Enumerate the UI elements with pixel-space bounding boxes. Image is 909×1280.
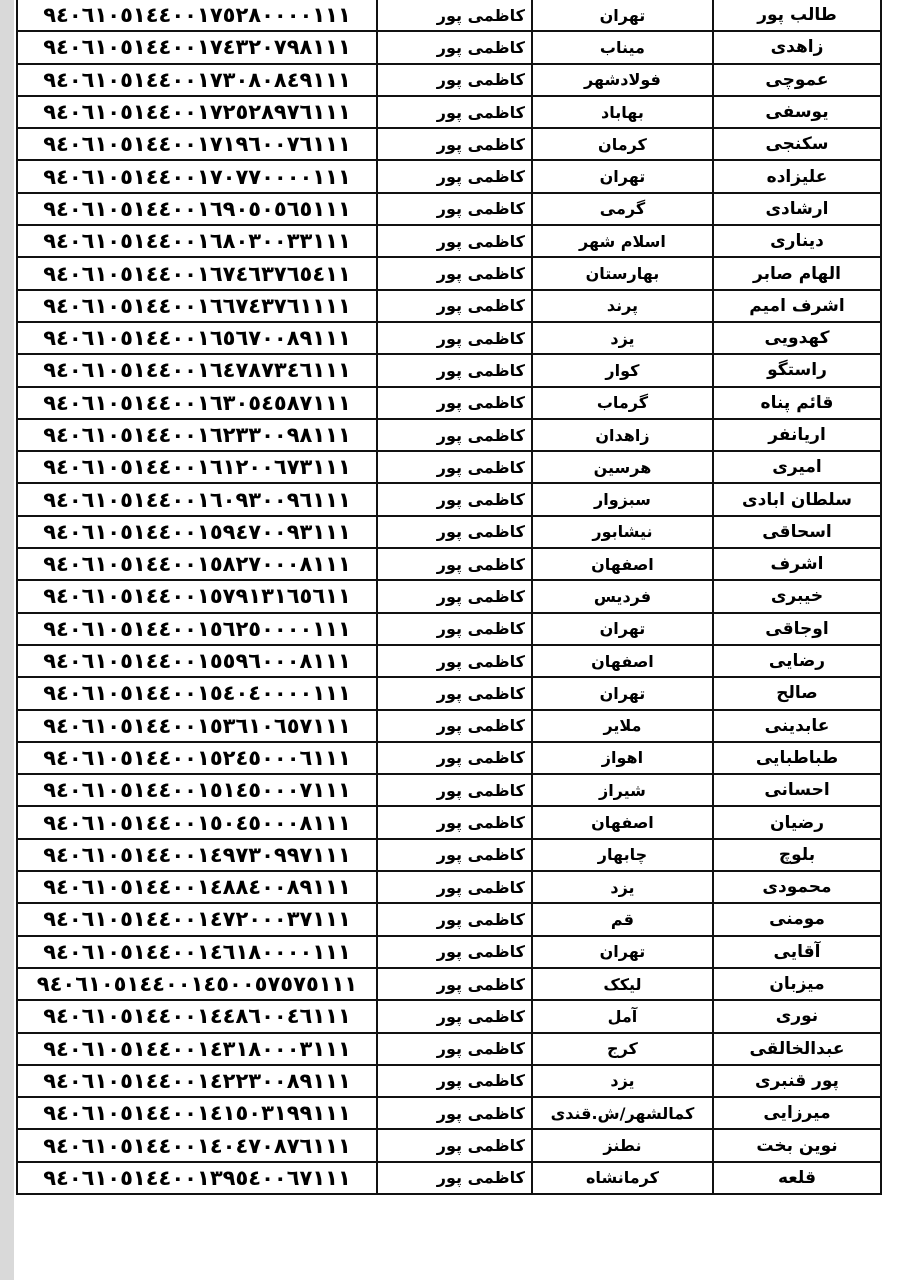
city-cell: سبزوار <box>532 483 713 515</box>
record-code-cell: ٩٤٠٦١٠٥١٤٤٠٠١٥٧٩١٣١٦٥٦١١ <box>17 580 377 612</box>
name-cell: کاظمی پور <box>377 806 532 838</box>
records-table <box>16 0 882 1195</box>
city-cell: تهران <box>532 936 713 968</box>
city-cell: اسلام شهر <box>532 225 713 257</box>
page-edge-strip <box>0 0 14 1280</box>
family-name-cell: رضایی <box>713 645 881 677</box>
table-row <box>17 354 881 386</box>
name-cell: کاظمی پور <box>377 936 532 968</box>
record-code-cell: ٩٤٠٦١٠٥١٤٤٠٠١٦٥٦٧٠٠٨٩١١١ <box>17 322 377 354</box>
record-code-cell: ٩٤٠٦١٠٥١٤٤٠٠١٧٥٢٨٠٠٠٠١١١ <box>17 0 377 31</box>
name-cell: کاظمی پور <box>377 742 532 774</box>
name-cell: کاظمی پور <box>377 677 532 709</box>
record-code-cell: ٩٤٠٦١٠٥١٤٤٠٠١٤٦١٨٠٠٠٠١١١ <box>17 936 377 968</box>
city-cell: تهران <box>532 677 713 709</box>
record-code-cell: ٩٤٠٦١٠٥١٤٤٠٠١٤١٥٠٣١٩٩١١١ <box>17 1097 377 1129</box>
record-code-cell: ٩٤٠٦١٠٥١٤٤٠٠١٦٣٠٥٤٥٨٧١١١ <box>17 387 377 419</box>
record-code-cell: ٩٤٠٦١٠٥١٤٤٠٠١٥٤٠٤٠٠٠٠١١١ <box>17 677 377 709</box>
family-name-cell: نوین بخت <box>713 1129 881 1161</box>
record-code-cell: ٩٤٠٦١٠٥١٤٤٠٠١٤٢٢٣٠٠٨٩١١١ <box>17 1065 377 1097</box>
name-cell: کاظمی پور <box>377 1065 532 1097</box>
family-name-cell: مومنی <box>713 903 881 935</box>
city-cell: کرج <box>532 1033 713 1065</box>
name-cell: کاظمی پور <box>377 193 532 225</box>
city-cell: چابهار <box>532 839 713 871</box>
family-name-cell: احسانی <box>713 774 881 806</box>
city-cell: گرماب <box>532 387 713 419</box>
family-name-cell: رضیان <box>713 806 881 838</box>
table-row <box>17 257 881 289</box>
family-name-cell: قائم پناه <box>713 387 881 419</box>
family-name-cell: ارشادی <box>713 193 881 225</box>
name-cell: کاظمی پور <box>377 839 532 871</box>
record-code-cell: ٩٤٠٦١٠٥١٤٤٠٠١٤٤٨٦٠٠٤٦١١١ <box>17 1000 377 1032</box>
city-cell: نطنز <box>532 1129 713 1161</box>
record-code-cell: ٩٤٠٦١٠٥١٤٤٠٠١٤٧٢٠٠٠٣٧١١١ <box>17 903 377 935</box>
record-code-cell: ٩٤٠٦١٠٥١٤٤٠٠١٧٢٥٢٨٩٧٦١١١ <box>17 96 377 128</box>
table-row <box>17 193 881 225</box>
table-row <box>17 742 881 774</box>
record-code-cell: ٩٤٠٦١٠٥١٤٤٠٠١٧١٩٦٠٠٧٦١١١ <box>17 128 377 160</box>
family-name-cell: الهام صابر <box>713 257 881 289</box>
table-row <box>17 968 881 1000</box>
table-row <box>17 580 881 612</box>
city-cell: قم <box>532 903 713 935</box>
table-row <box>17 225 881 257</box>
table-row <box>17 451 881 483</box>
city-cell: بهاباد <box>532 96 713 128</box>
table-row <box>17 31 881 63</box>
name-cell: کاظمی پور <box>377 871 532 903</box>
family-name-cell: اشرف امیم <box>713 290 881 322</box>
table-row <box>17 839 881 871</box>
family-name-cell: محمودی <box>713 871 881 903</box>
family-name-cell: امیری <box>713 451 881 483</box>
document-sheet <box>14 0 894 1268</box>
city-cell: تهران <box>532 160 713 192</box>
table-row <box>17 290 881 322</box>
name-cell: کاظمی پور <box>377 64 532 96</box>
name-cell: کاظمی پور <box>377 580 532 612</box>
record-code-cell: ٩٤٠٦١٠٥١٤٤٠٠١٥٢٤٥٠٠٠٦١١١ <box>17 742 377 774</box>
name-cell: کاظمی پور <box>377 322 532 354</box>
name-cell: کاظمی پور <box>377 1097 532 1129</box>
table-row <box>17 710 881 742</box>
name-cell: کاظمی پور <box>377 613 532 645</box>
name-cell: کاظمی پور <box>377 128 532 160</box>
city-cell: هرسین <box>532 451 713 483</box>
city-cell: یزد <box>532 322 713 354</box>
record-code-cell: ٩٤٠٦١٠٥١٤٤٠٠١٥٦٢٥٠٠٠٠١١١ <box>17 613 377 645</box>
record-code-cell: ٩٤٠٦١٠٥١٤٤٠٠١٧٤٣٢٠٧٩٨١١١ <box>17 31 377 63</box>
name-cell: کاظمی پور <box>377 160 532 192</box>
name-cell: کاظمی پور <box>377 774 532 806</box>
table-row <box>17 1033 881 1065</box>
table-row <box>17 677 881 709</box>
record-code-cell: ٩٤٠٦١٠٥١٤٤٠٠١٥٣٦١٠٦٥٧١١١ <box>17 710 377 742</box>
family-name-cell: اوجاقی <box>713 613 881 645</box>
name-cell: کاظمی پور <box>377 1033 532 1065</box>
family-name-cell: پور قنبری <box>713 1065 881 1097</box>
record-code-cell: ٩٤٠٦١٠٥١٤٤٠٠١٧٠٧٧٠٠٠٠١١١ <box>17 160 377 192</box>
family-name-cell: راستگو <box>713 354 881 386</box>
family-name-cell: زاهدی <box>713 31 881 63</box>
family-name-cell: نوری <box>713 1000 881 1032</box>
city-cell: اصفهان <box>532 645 713 677</box>
record-code-cell: ٩٤٠٦١٠٥١٤٤٠٠١٧٣٠٨٠٨٤٩١١١ <box>17 64 377 96</box>
name-cell: کاظمی پور <box>377 645 532 677</box>
table-row <box>17 387 881 419</box>
table-row <box>17 548 881 580</box>
name-cell: کاظمی پور <box>377 516 532 548</box>
table-row <box>17 1097 881 1129</box>
record-code-cell: ٩٤٠٦١٠٥١٤٤٠٠١٦٤٧٨٧٣٤٦١١١ <box>17 354 377 386</box>
city-cell: فولادشهر <box>532 64 713 96</box>
family-name-cell: اشرف <box>713 548 881 580</box>
table-row <box>17 322 881 354</box>
family-name-cell: سکنجی <box>713 128 881 160</box>
name-cell: کاظمی پور <box>377 96 532 128</box>
name-cell: کاظمی پور <box>377 419 532 451</box>
family-name-cell: خیبری <box>713 580 881 612</box>
family-name-cell: اسحاقی <box>713 516 881 548</box>
city-cell: شیراز <box>532 774 713 806</box>
family-name-cell: قلعه <box>713 1162 881 1194</box>
records-table-body <box>17 0 881 1194</box>
name-cell: کاظمی پور <box>377 451 532 483</box>
table-row <box>17 0 881 31</box>
record-code-cell: ٩٤٠٦١٠٥١٤٤٠٠١٣٩٥٤٠٠٦٧١١١ <box>17 1162 377 1194</box>
name-cell: کاظمی پور <box>377 387 532 419</box>
city-cell: نیشابور <box>532 516 713 548</box>
city-cell: اهواز <box>532 742 713 774</box>
family-name-cell: اریانفر <box>713 419 881 451</box>
city-cell: ملایر <box>532 710 713 742</box>
city-cell: زاهدان <box>532 419 713 451</box>
city-cell: کمالشهر/ش.قندی <box>532 1097 713 1129</box>
name-cell: کاظمی پور <box>377 1162 532 1194</box>
name-cell: کاظمی پور <box>377 903 532 935</box>
record-code-cell: ٩٤٠٦١٠٥١٤٤٠٠١٦٢٣٣٠٠٩٨١١١ <box>17 419 377 451</box>
name-cell: کاظمی پور <box>377 354 532 386</box>
table-row <box>17 96 881 128</box>
record-code-cell: ٩٤٠٦١٠٥١٤٤٠٠١٦٠٩٣٠٠٩٦١١١ <box>17 483 377 515</box>
family-name-cell: آقایی <box>713 936 881 968</box>
table-row <box>17 1000 881 1032</box>
record-code-cell: ٩٤٠٦١٠٥١٤٤٠٠١٤٥٠٠٥٧٥٧٥١١١ <box>17 968 377 1000</box>
table-row <box>17 903 881 935</box>
record-code-cell: ٩٤٠٦١٠٥١٤٤٠٠١٥٩٤٧٠٠٩٣١١١ <box>17 516 377 548</box>
city-cell: پرند <box>532 290 713 322</box>
table-row <box>17 774 881 806</box>
table-row <box>17 1065 881 1097</box>
name-cell: کاظمی پور <box>377 225 532 257</box>
record-code-cell: ٩٤٠٦١٠٥١٤٤٠٠١٤٠٤٧٠٨٧٦١١١ <box>17 1129 377 1161</box>
city-cell: اصفهان <box>532 806 713 838</box>
record-code-cell: ٩٤٠٦١٠٥١٤٤٠٠١٥٨٢٧٠٠٠٨١١١ <box>17 548 377 580</box>
name-cell: کاظمی پور <box>377 290 532 322</box>
table-row <box>17 871 881 903</box>
record-code-cell: ٩٤٠٦١٠٥١٤٤٠٠١٦٨٠٣٠٠٣٣١١١ <box>17 225 377 257</box>
city-cell: بهارستان <box>532 257 713 289</box>
record-code-cell: ٩٤٠٦١٠٥١٤٤٠٠١٥١٤٥٠٠٠٧١١١ <box>17 774 377 806</box>
city-cell: تهران <box>532 0 713 31</box>
name-cell: کاظمی پور <box>377 483 532 515</box>
record-code-cell: ٩٤٠٦١٠٥١٤٤٠٠١٥٠٤٥٠٠٠٨١١١ <box>17 806 377 838</box>
table-row <box>17 419 881 451</box>
table-row <box>17 645 881 677</box>
family-name-cell: طالب پور <box>713 0 881 31</box>
table-row <box>17 936 881 968</box>
family-name-cell: بلوچ <box>713 839 881 871</box>
name-cell: کاظمی پور <box>377 1129 532 1161</box>
city-cell: میناب <box>532 31 713 63</box>
record-code-cell: ٩٤٠٦١٠٥١٤٤٠٠١٤٩٧٣٠٩٩٧١١١ <box>17 839 377 871</box>
city-cell: تهران <box>532 613 713 645</box>
record-code-cell: ٩٤٠٦١٠٥١٤٤٠٠١٦٧٤٦٣٧٦٥٤١١ <box>17 257 377 289</box>
name-cell: کاظمی پور <box>377 31 532 63</box>
table-row <box>17 516 881 548</box>
record-code-cell: ٩٤٠٦١٠٥١٤٤٠٠١٤٨٨٤٠٠٨٩١١١ <box>17 871 377 903</box>
city-cell: کرمان <box>532 128 713 160</box>
family-name-cell: میرزایی <box>713 1097 881 1129</box>
city-cell: کوار <box>532 354 713 386</box>
name-cell: کاظمی پور <box>377 257 532 289</box>
family-name-cell: دیناری <box>713 225 881 257</box>
table-row <box>17 64 881 96</box>
record-code-cell: ٩٤٠٦١٠٥١٤٤٠٠١٦٦٧٤٣٧٦١١١١ <box>17 290 377 322</box>
name-cell: کاظمی پور <box>377 1000 532 1032</box>
city-cell: یزد <box>532 1065 713 1097</box>
table-row <box>17 1162 881 1194</box>
table-row <box>17 128 881 160</box>
city-cell: اصفهان <box>532 548 713 580</box>
name-cell: کاظمی پور <box>377 710 532 742</box>
name-cell: کاظمی پور <box>377 968 532 1000</box>
family-name-cell: کهدویی <box>713 322 881 354</box>
family-name-cell: عابدینی <box>713 710 881 742</box>
city-cell: گرمی <box>532 193 713 225</box>
name-cell: کاظمی پور <box>377 0 532 31</box>
table-row <box>17 1129 881 1161</box>
record-code-cell: ٩٤٠٦١٠٥١٤٤٠٠١٤٣١٨٠٠٠٣١١١ <box>17 1033 377 1065</box>
table-row <box>17 613 881 645</box>
city-cell: فردیس <box>532 580 713 612</box>
table-row <box>17 806 881 838</box>
family-name-cell: سلطان ابادی <box>713 483 881 515</box>
record-code-cell: ٩٤٠٦١٠٥١٤٤٠٠١٦٩٠٥٠٥٦٥١١١ <box>17 193 377 225</box>
family-name-cell: علیزاده <box>713 160 881 192</box>
record-code-cell: ٩٤٠٦١٠٥١٤٤٠٠١٦١٢٠٠٦٧٣١١١ <box>17 451 377 483</box>
table-row <box>17 160 881 192</box>
city-cell: لیکک <box>532 968 713 1000</box>
city-cell: کرمانشاه <box>532 1162 713 1194</box>
table-row <box>17 483 881 515</box>
name-cell: کاظمی پور <box>377 548 532 580</box>
family-name-cell: عبدالخالقی <box>713 1033 881 1065</box>
family-name-cell: میزبان <box>713 968 881 1000</box>
family-name-cell: صالح <box>713 677 881 709</box>
record-code-cell: ٩٤٠٦١٠٥١٤٤٠٠١٥٥٩٦٠٠٠٨١١١ <box>17 645 377 677</box>
family-name-cell: عموچی <box>713 64 881 96</box>
family-name-cell: یوسفی <box>713 96 881 128</box>
family-name-cell: طباطبایی <box>713 742 881 774</box>
city-cell: یزد <box>532 871 713 903</box>
city-cell: آمل <box>532 1000 713 1032</box>
